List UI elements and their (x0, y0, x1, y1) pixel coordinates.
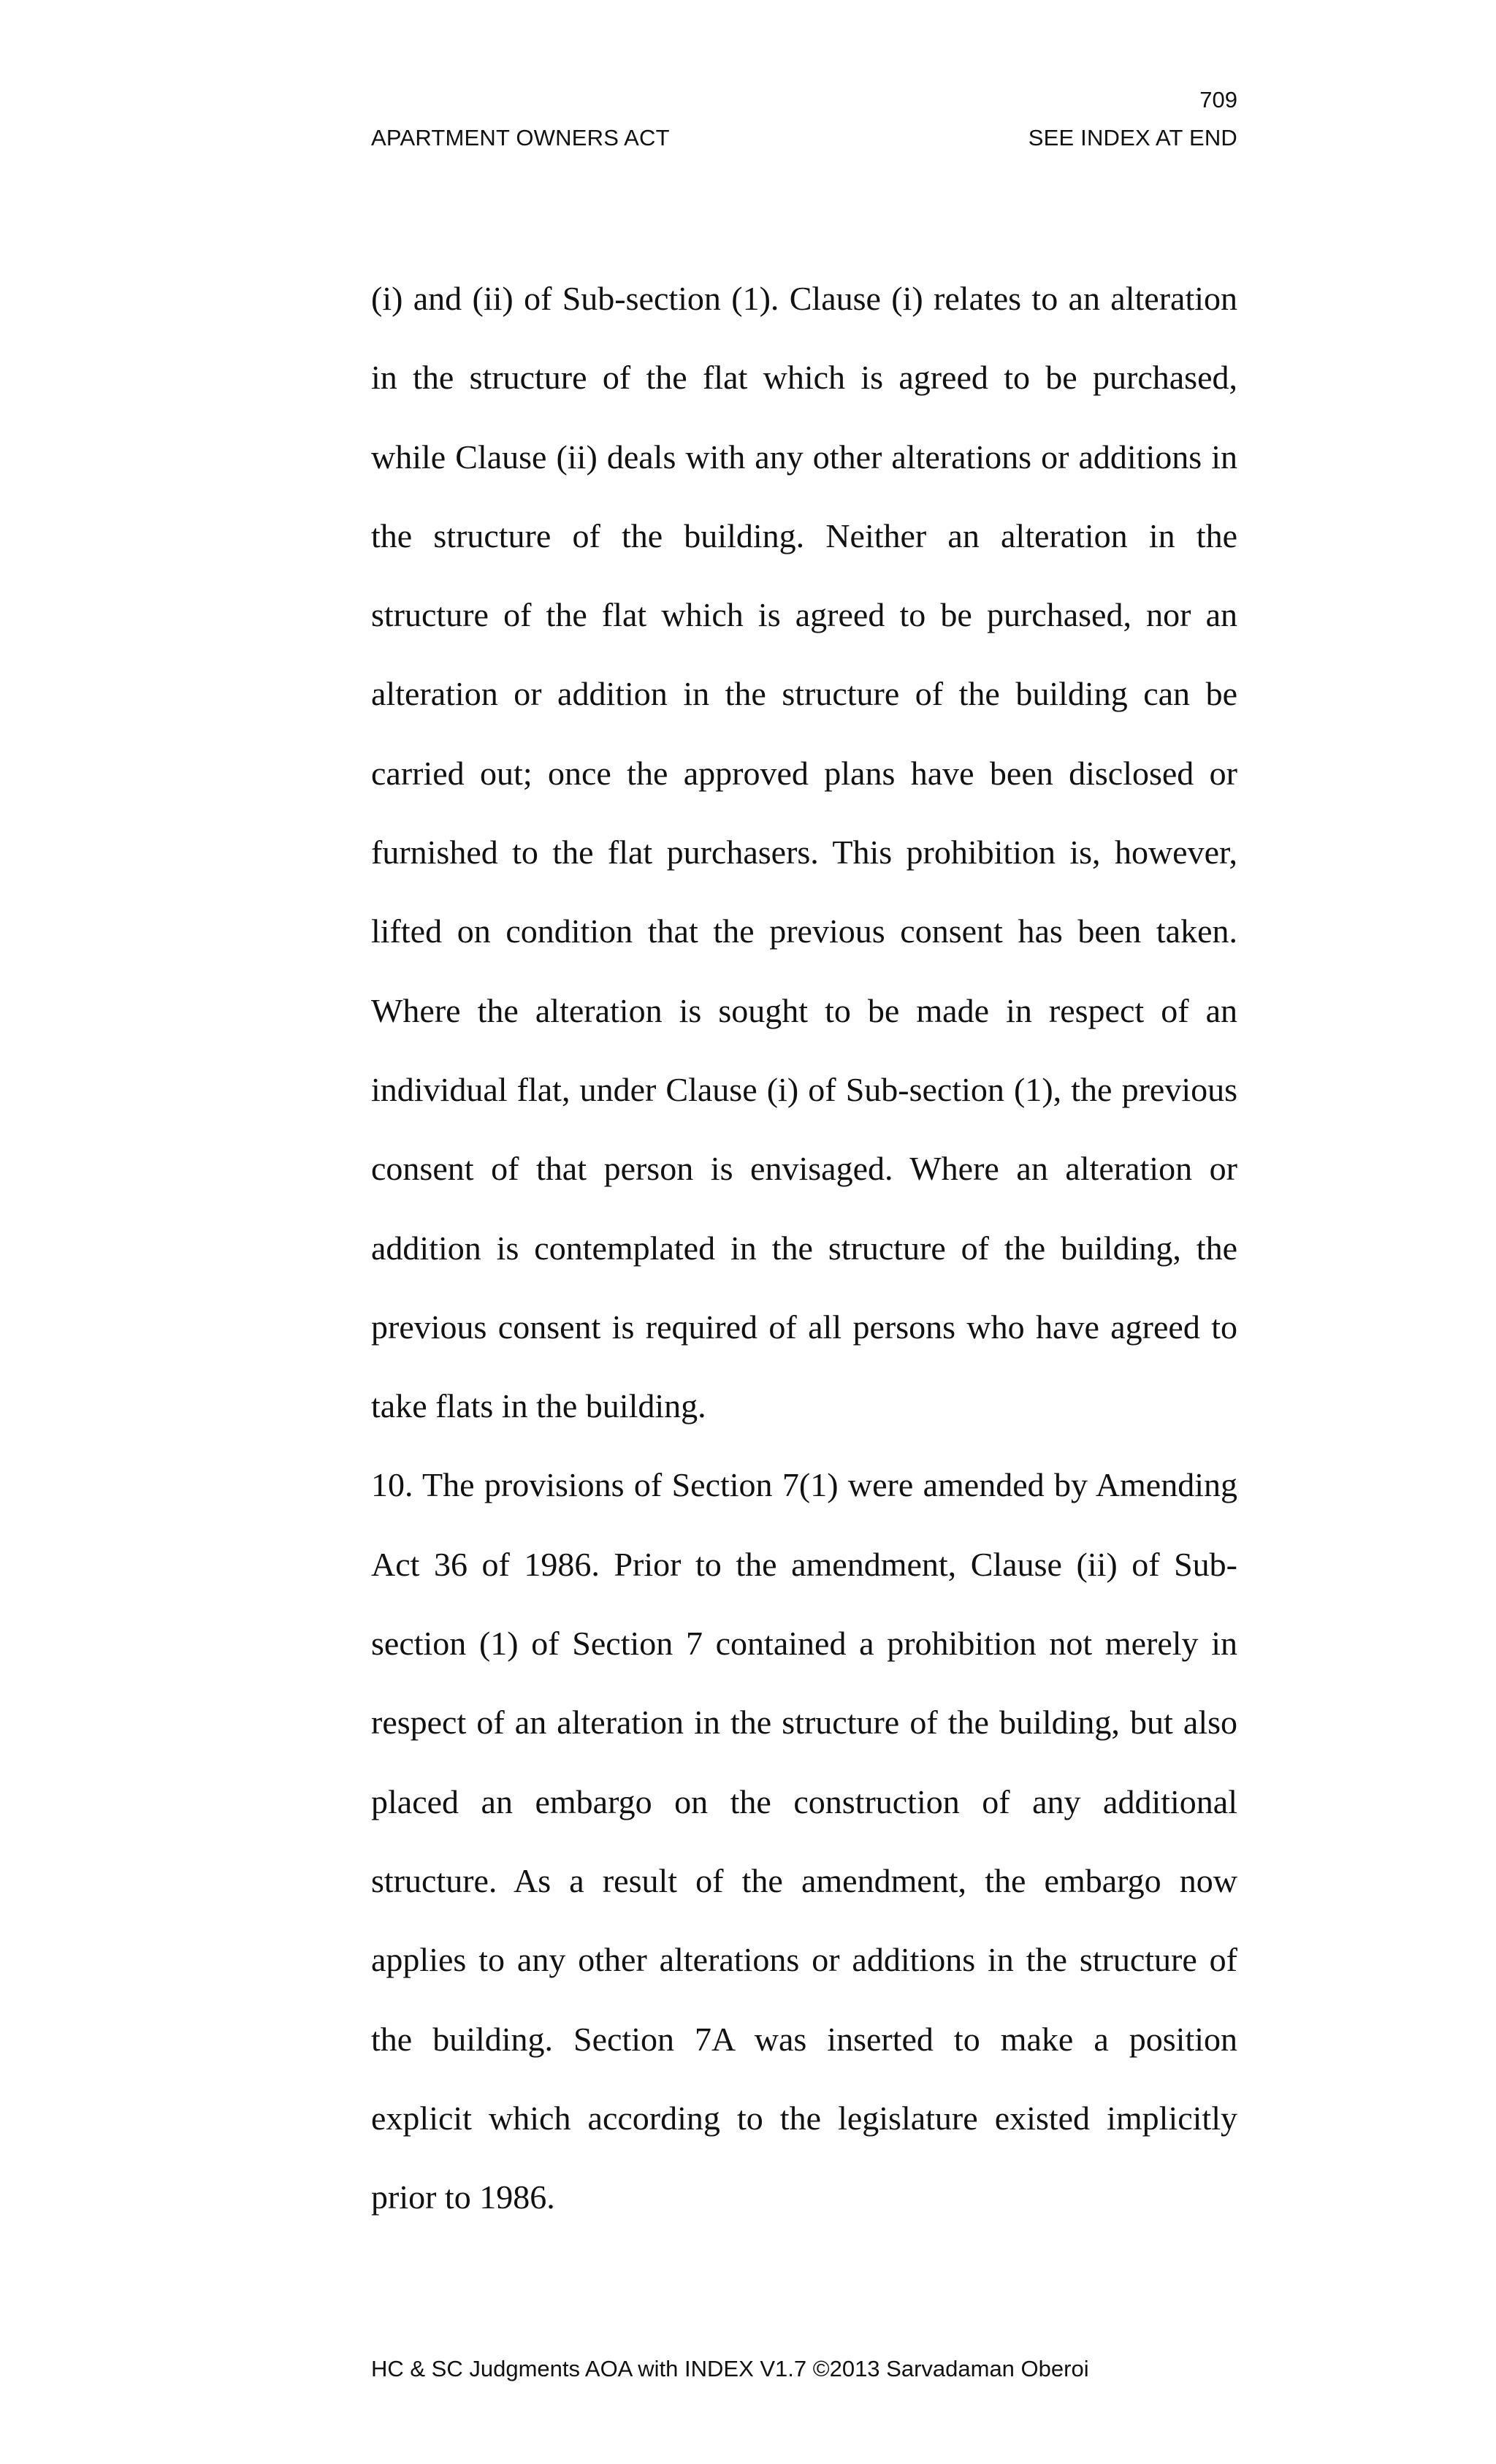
paragraph: 10. The provisions of Section 7(1) were amended by Amending Act 36 of 1986. Prior to the amendment, Clause (ii) of Sub-section (1) of Section 7 contained a prohibition not merely in respect of an alteration in the structure of the building, but also placed an embargo on the construction of any additional structure. As a result of the amendment, the embargo now applies to any other alterations or additions in the structure of the building. Section 7A was inserted to make a position explicit which according to the legislature existed implicitly prior to 1986. (371, 1466, 1237, 2216)
running-header-index-note: SEE INDEX AT END (1028, 125, 1237, 150)
document-body (371, 259, 1237, 2237)
page-footer: HC & SC Judgments AOA with INDEX V1.7 ©2013 Sarvadaman Oberoi (371, 2356, 1089, 2381)
running-header-title: APARTMENT OWNERS ACT (371, 125, 670, 150)
paragraph: (i) and (ii) of Sub-section (1). Clause (i) relates to an alteration in the structure of the flat which is agreed to be purchased, while Clause (ii) deals with any other alterations or additions in the structure of the building. Neither an alteration in the structure of the flat which is agreed to be purchased, nor an alteration or addition in the structure of the building can be carried out; once the approved plans have been disclosed or furnished to the flat purchasers. This prohibition is, however, lifted on condition that the previous consent has been taken. Where the alteration is sought to be made in respect of an individual flat, under Clause (i) of Sub-section (1), the previous consent of that person is envisaged. Where an alteration or addition is contemplated in the structure of the building, the previous consent is required of all persons who have agreed to take flats in the building. (371, 280, 1237, 1425)
page-number: 709 (1199, 87, 1237, 112)
